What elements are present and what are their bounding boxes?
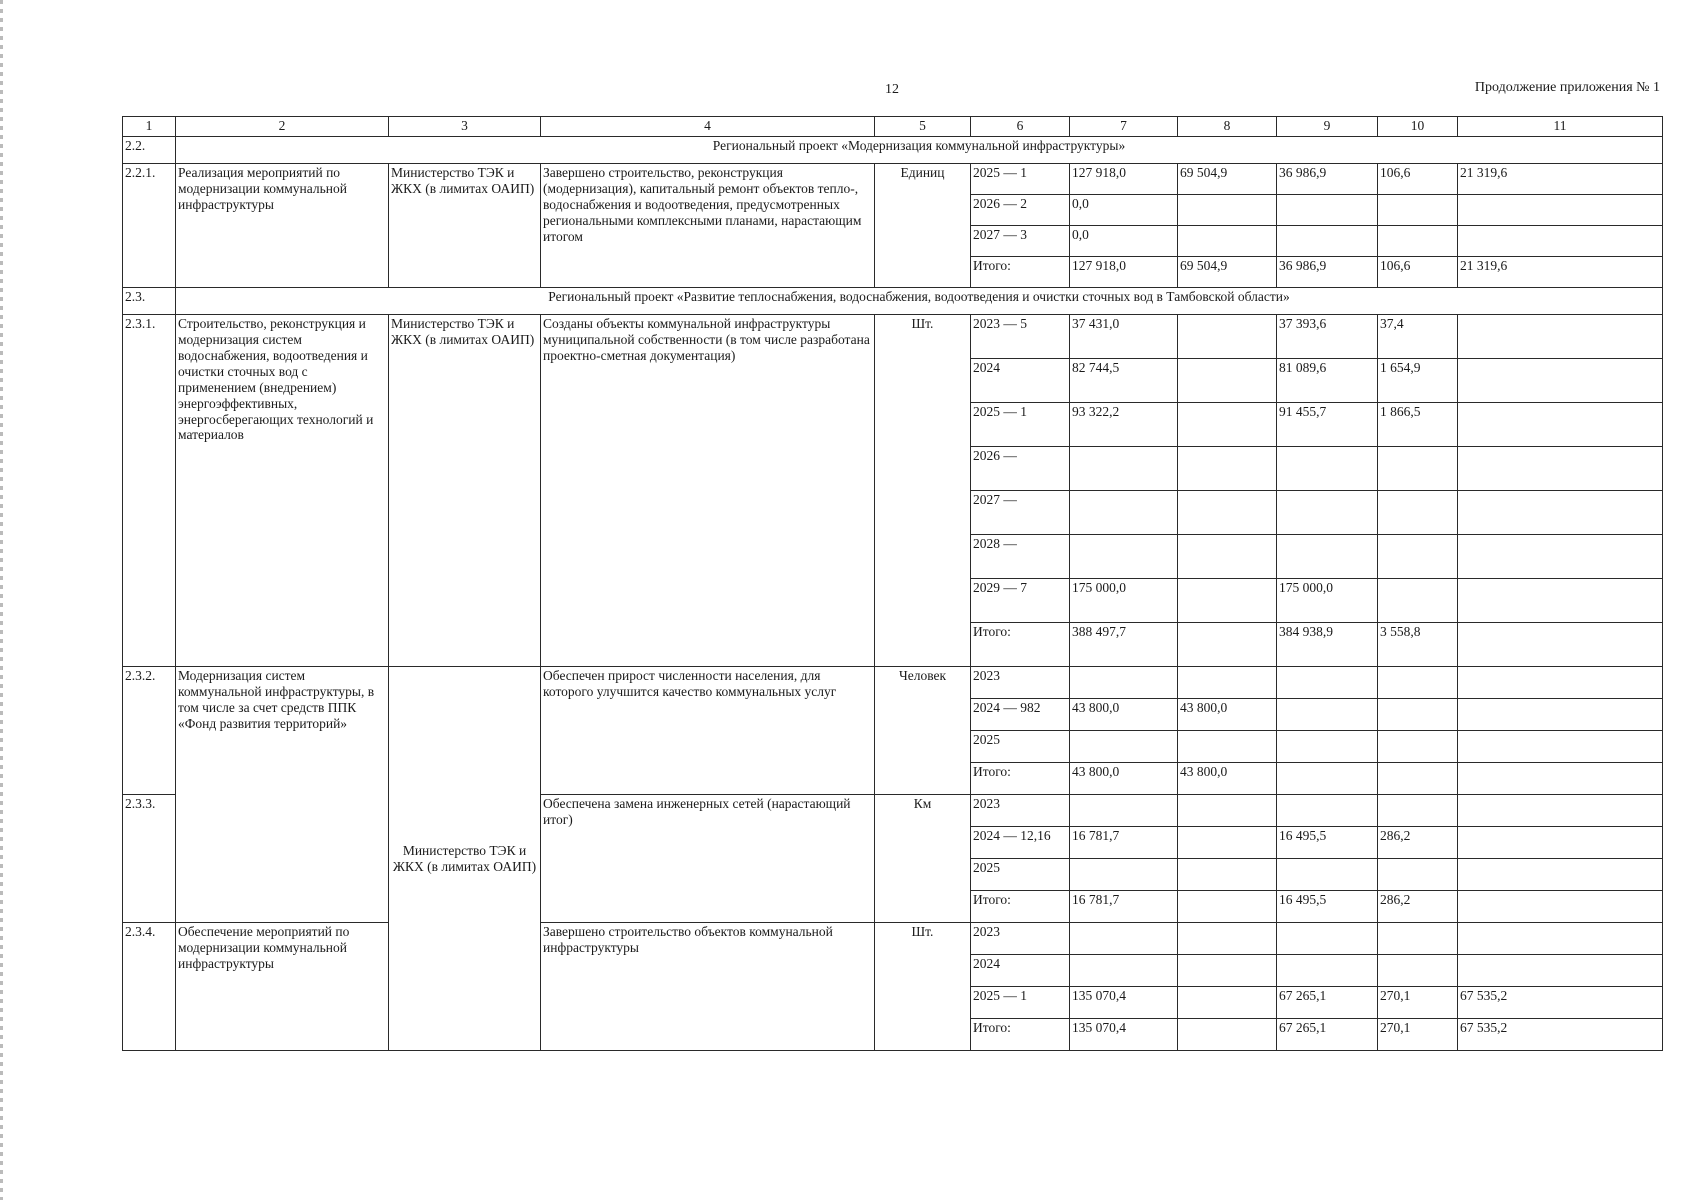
item-code: 2.3.3.: [123, 795, 176, 923]
value-cell-c9: [1277, 226, 1378, 257]
item-executor: Министерство ТЭК и ЖКХ (в лимитах ОАИП): [389, 164, 541, 288]
value-cell-c7: 0,0: [1070, 226, 1178, 257]
item-code: 2.2.1.: [123, 164, 176, 288]
value-cell-c8: [1178, 491, 1277, 535]
item-unit: Км: [875, 795, 971, 923]
value-cell-c11: [1458, 491, 1663, 535]
value-cell-c10: 286,2: [1378, 827, 1458, 859]
year-cell: 2029 — 7: [971, 579, 1070, 623]
section-code: 2.3.: [123, 288, 176, 315]
value-cell-c8: [1178, 359, 1277, 403]
year-cell: Итого:: [971, 891, 1070, 923]
value-cell-c8: [1178, 403, 1277, 447]
value-cell-c8: [1178, 827, 1277, 859]
column-number: 5: [875, 117, 971, 137]
value-cell-c9: [1277, 491, 1378, 535]
value-cell-c10: 270,1: [1378, 987, 1458, 1019]
item-result: Завершено строительство объектов коммунальной инфраструктуры: [541, 923, 875, 1051]
value-cell-c11: [1458, 447, 1663, 491]
item-executor: Министерство ТЭК и ЖКХ (в лимитах ОАИП): [389, 667, 541, 1051]
item-code: 2.3.2.: [123, 667, 176, 795]
value-cell-c11: [1458, 667, 1663, 699]
value-cell-c11: [1458, 535, 1663, 579]
value-cell-c10: 286,2: [1378, 891, 1458, 923]
year-cell: 2024: [971, 359, 1070, 403]
value-cell-c8: [1178, 923, 1277, 955]
year-cell: 2023: [971, 667, 1070, 699]
section-code: 2.2.: [123, 137, 176, 164]
item-unit: Шт.: [875, 315, 971, 667]
value-cell-c9: 36 986,9: [1277, 164, 1378, 195]
table-row: [123, 923, 1663, 955]
value-cell-c9: [1277, 795, 1378, 827]
value-cell-c8: [1178, 955, 1277, 987]
value-cell-c7: 0,0: [1070, 195, 1178, 226]
value-cell-c11: 67 535,2: [1458, 1019, 1663, 1051]
column-number: 11: [1458, 117, 1663, 137]
value-cell-c7: 135 070,4: [1070, 1019, 1178, 1051]
year-cell: 2024: [971, 955, 1070, 987]
value-cell-c8: 69 504,9: [1178, 257, 1277, 288]
value-cell-c7: [1070, 955, 1178, 987]
value-cell-c7: [1070, 535, 1178, 579]
year-cell: 2023: [971, 795, 1070, 827]
value-cell-c10: 270,1: [1378, 1019, 1458, 1051]
value-cell-c11: [1458, 699, 1663, 731]
item-result: Созданы объекты коммунальной инфраструктуры муниципальной собственности (в том числе разработана проектно-сметная документация): [541, 315, 875, 667]
value-cell-c9: 91 455,7: [1277, 403, 1378, 447]
value-cell-c10: [1378, 795, 1458, 827]
column-number: 10: [1378, 117, 1458, 137]
year-cell: Итого:: [971, 257, 1070, 288]
column-number: 6: [971, 117, 1070, 137]
value-cell-c9: [1277, 859, 1378, 891]
table-row: [123, 315, 1663, 359]
value-cell-c10: [1378, 763, 1458, 795]
value-cell-c10: [1378, 491, 1458, 535]
column-number: 8: [1178, 117, 1277, 137]
value-cell-c7: [1070, 447, 1178, 491]
item-code: 2.3.1.: [123, 315, 176, 667]
value-cell-c11: [1458, 923, 1663, 955]
value-cell-c11: [1458, 955, 1663, 987]
value-cell-c8: [1178, 859, 1277, 891]
value-cell-c10: [1378, 923, 1458, 955]
year-cell: Итого:: [971, 1019, 1070, 1051]
value-cell-c11: [1458, 859, 1663, 891]
value-cell-c8: 43 800,0: [1178, 699, 1277, 731]
column-number: 4: [541, 117, 875, 137]
item-name: Реализация мероприятий по модернизации коммунальной инфраструктуры: [176, 164, 389, 288]
item-unit: Человек: [875, 667, 971, 795]
value-cell-c10: 106,6: [1378, 164, 1458, 195]
value-cell-c11: [1458, 891, 1663, 923]
header-row: [123, 117, 1663, 137]
section-title: Региональный проект «Модернизация коммунальной инфраструктуры»: [176, 137, 1663, 164]
value-cell-c9: [1277, 447, 1378, 491]
value-cell-c9: [1277, 667, 1378, 699]
value-cell-c9: 16 495,5: [1277, 891, 1378, 923]
value-cell-c10: [1378, 859, 1458, 891]
value-cell-c10: [1378, 579, 1458, 623]
value-cell-c10: [1378, 667, 1458, 699]
value-cell-c7: 127 918,0: [1070, 164, 1178, 195]
year-cell: 2023 — 5: [971, 315, 1070, 359]
year-cell: 2027 — 3: [971, 226, 1070, 257]
value-cell-c10: [1378, 535, 1458, 579]
year-cell: 2025 — 1: [971, 403, 1070, 447]
column-number: 9: [1277, 117, 1378, 137]
column-number: 2: [176, 117, 389, 137]
item-name: Строительство, реконструкция и модернизация систем водоснабжения, водоотведения и очистки сточных вод с применением (внедрением) энергоэффективных, энергосберегающих технологий и материалов: [176, 315, 389, 667]
value-cell-c7: 43 800,0: [1070, 763, 1178, 795]
value-cell-c10: [1378, 195, 1458, 226]
value-cell-c7: 37 431,0: [1070, 315, 1178, 359]
value-cell-c7: 82 744,5: [1070, 359, 1178, 403]
year-cell: 2024 — 982: [971, 699, 1070, 731]
value-cell-c7: [1070, 491, 1178, 535]
value-cell-c11: [1458, 623, 1663, 667]
value-cell-c8: 43 800,0: [1178, 763, 1277, 795]
section-row: [123, 137, 1663, 164]
value-cell-c11: [1458, 226, 1663, 257]
year-cell: Итого:: [971, 623, 1070, 667]
value-cell-c7: 175 000,0: [1070, 579, 1178, 623]
value-cell-c11: [1458, 579, 1663, 623]
value-cell-c10: 3 558,8: [1378, 623, 1458, 667]
value-cell-c8: [1178, 315, 1277, 359]
scan-edge: [0, 0, 3, 1200]
value-cell-c7: [1070, 859, 1178, 891]
year-cell: Итого:: [971, 763, 1070, 795]
value-cell-c9: 67 265,1: [1277, 987, 1378, 1019]
value-cell-c11: [1458, 195, 1663, 226]
item-code: 2.3.4.: [123, 923, 176, 1051]
value-cell-c9: 67 265,1: [1277, 1019, 1378, 1051]
value-cell-c7: 135 070,4: [1070, 987, 1178, 1019]
value-cell-c7: [1070, 731, 1178, 763]
value-cell-c11: [1458, 359, 1663, 403]
value-cell-c9: [1277, 195, 1378, 226]
year-cell: 2025: [971, 731, 1070, 763]
section-row: [123, 288, 1663, 315]
value-cell-c9: 384 938,9: [1277, 623, 1378, 667]
item-unit: Шт.: [875, 923, 971, 1051]
value-cell-c9: 175 000,0: [1277, 579, 1378, 623]
value-cell-c8: [1178, 667, 1277, 699]
value-cell-c10: 37,4: [1378, 315, 1458, 359]
year-cell: 2025: [971, 859, 1070, 891]
year-cell: 2024 — 12,16: [971, 827, 1070, 859]
value-cell-c10: [1378, 955, 1458, 987]
value-cell-c8: [1178, 195, 1277, 226]
value-cell-c7: 127 918,0: [1070, 257, 1178, 288]
value-cell-c8: [1178, 447, 1277, 491]
value-cell-c7: 43 800,0: [1070, 699, 1178, 731]
value-cell-c9: 16 495,5: [1277, 827, 1378, 859]
value-cell-c8: 69 504,9: [1178, 164, 1277, 195]
item-name: Обеспечение мероприятий по модернизации коммунальной инфраструктуры: [176, 923, 389, 1051]
item-name: Модернизация систем коммунальной инфраструктуры, в том числе за счет средств ППК «Фонд развития территорий»: [176, 667, 389, 923]
value-cell-c7: 388 497,7: [1070, 623, 1178, 667]
value-cell-c9: [1277, 731, 1378, 763]
value-cell-c11: [1458, 403, 1663, 447]
value-cell-c11: 67 535,2: [1458, 987, 1663, 1019]
value-cell-c9: [1277, 923, 1378, 955]
value-cell-c11: [1458, 795, 1663, 827]
column-number: 7: [1070, 117, 1178, 137]
value-cell-c8: [1178, 226, 1277, 257]
year-cell: 2023: [971, 923, 1070, 955]
value-cell-c10: [1378, 699, 1458, 731]
value-cell-c10: [1378, 226, 1458, 257]
table-row: [123, 667, 1663, 699]
value-cell-c7: [1070, 667, 1178, 699]
column-number: 3: [389, 117, 541, 137]
value-cell-c8: [1178, 987, 1277, 1019]
value-cell-c7: [1070, 923, 1178, 955]
section-title: Региональный проект «Развитие теплоснабжения, водоснабжения, водоотведения и очистки сточных вод в Тамбовской области»: [176, 288, 1663, 315]
year-cell: 2025 — 1: [971, 164, 1070, 195]
value-cell-c8: [1178, 535, 1277, 579]
value-cell-c8: [1178, 795, 1277, 827]
value-cell-c11: [1458, 731, 1663, 763]
item-unit: Единиц: [875, 164, 971, 288]
value-cell-c9: 36 986,9: [1277, 257, 1378, 288]
program-table: [122, 116, 1663, 1051]
value-cell-c8: [1178, 1019, 1277, 1051]
value-cell-c11: 21 319,6: [1458, 257, 1663, 288]
value-cell-c9: [1277, 955, 1378, 987]
value-cell-c7: 16 781,7: [1070, 827, 1178, 859]
value-cell-c8: [1178, 623, 1277, 667]
value-cell-c9: 37 393,6: [1277, 315, 1378, 359]
value-cell-c9: 81 089,6: [1277, 359, 1378, 403]
year-cell: 2026 — 2: [971, 195, 1070, 226]
value-cell-c9: [1277, 699, 1378, 731]
column-number: 1: [123, 117, 176, 137]
value-cell-c7: 93 322,2: [1070, 403, 1178, 447]
item-result: Завершено строительство, реконструкция (модернизация), капитальный ремонт объектов тепло-, водоснабжения и водоотведения, предусмотренных региональными комплексными планами, нарастающим итогом: [541, 164, 875, 288]
item-executor: Министерство ТЭК и ЖКХ (в лимитах ОАИП): [389, 315, 541, 667]
value-cell-c10: 1 654,9: [1378, 359, 1458, 403]
year-cell: 2025 — 1: [971, 987, 1070, 1019]
value-cell-c7: [1070, 795, 1178, 827]
year-cell: 2028 —: [971, 535, 1070, 579]
value-cell-c8: [1178, 891, 1277, 923]
page-number: 12: [885, 82, 899, 97]
value-cell-c8: [1178, 731, 1277, 763]
year-cell: 2027 —: [971, 491, 1070, 535]
value-cell-c11: 21 319,6: [1458, 164, 1663, 195]
value-cell-c11: [1458, 763, 1663, 795]
value-cell-c10: 106,6: [1378, 257, 1458, 288]
value-cell-c9: [1277, 535, 1378, 579]
year-cell: 2026 —: [971, 447, 1070, 491]
table-row: [123, 164, 1663, 195]
value-cell-c10: [1378, 731, 1458, 763]
value-cell-c8: [1178, 579, 1277, 623]
value-cell-c11: [1458, 827, 1663, 859]
value-cell-c10: 1 866,5: [1378, 403, 1458, 447]
continuation-note: Продолжение приложения № 1: [1474, 80, 1660, 95]
value-cell-c11: [1458, 315, 1663, 359]
value-cell-c10: [1378, 447, 1458, 491]
value-cell-c9: [1277, 763, 1378, 795]
item-result: Обеспечен прирост численности населения, для которого улучшится качество коммунальных услуг: [541, 667, 875, 795]
item-result: Обеспечена замена инженерных сетей (нарастающий итог): [541, 795, 875, 923]
value-cell-c7: 16 781,7: [1070, 891, 1178, 923]
